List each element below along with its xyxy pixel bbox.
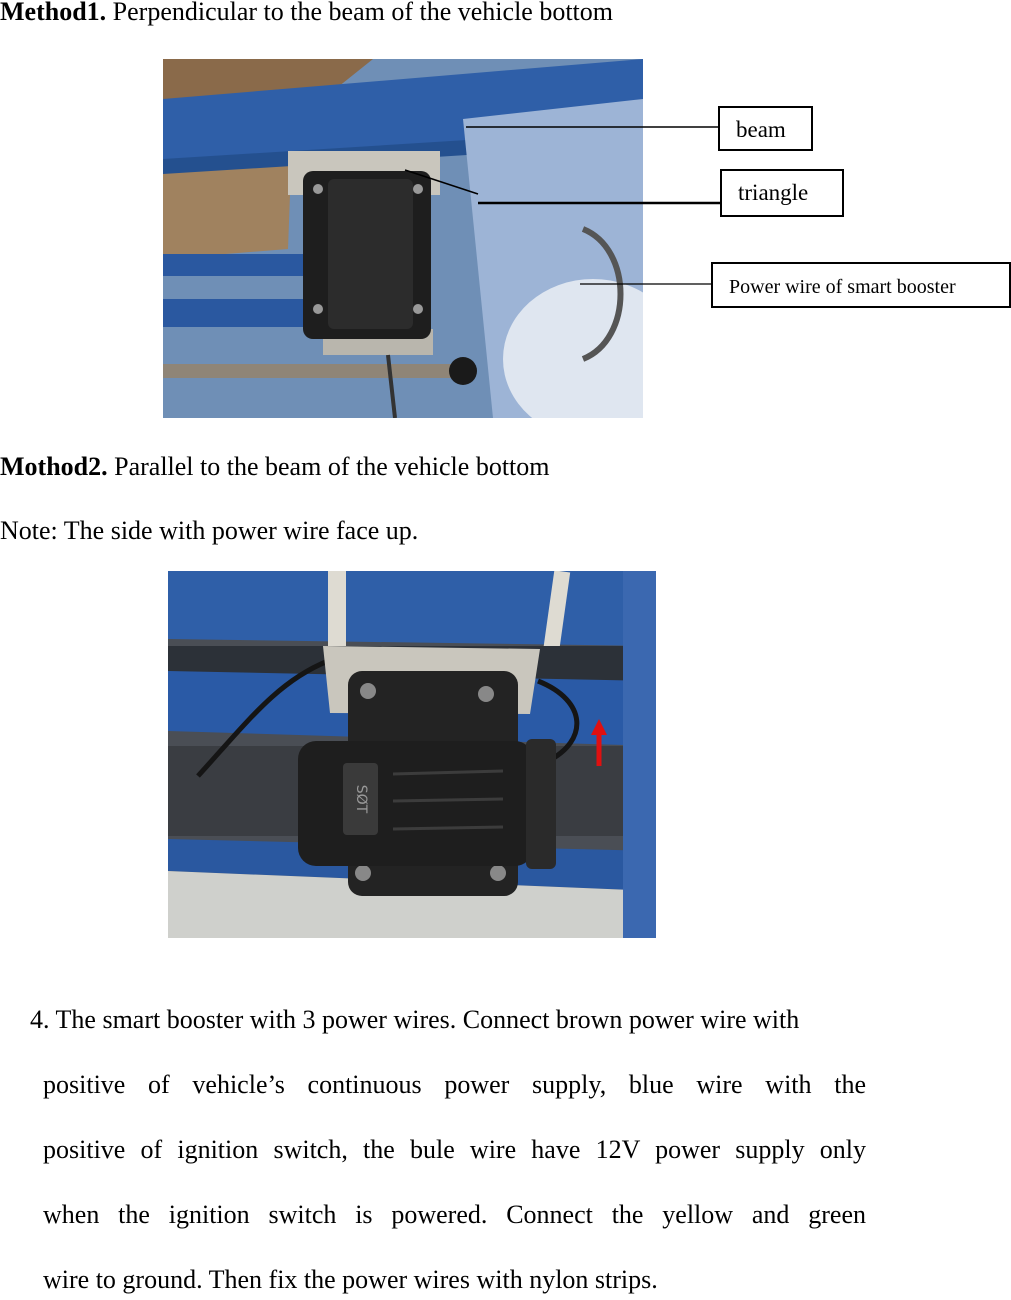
callout-triangle-label: triangle [738, 180, 809, 205]
callout-beam [718, 106, 813, 151]
method1-text: Perpendicular to the beam of the vehicle bottom [106, 0, 614, 26]
method2-text: Parallel to the beam of the vehicle bottom [107, 452, 550, 481]
photo-parallel-mount-illustration [168, 571, 656, 938]
method1-label: Method1. [0, 0, 107, 26]
method2-label: Mothod2. [0, 452, 108, 481]
step4-line-2: positive of vehicle’s continuous power supply, blue wire with the [43, 1070, 866, 1099]
step4-line-4: when the ignition switch is powered. Connect the yellow and green [43, 1200, 866, 1229]
step4-line-5: wire to ground. Then fix the power wires with nylon strips. [43, 1265, 658, 1294]
callout-power-wire [711, 262, 1011, 308]
photo-parallel-mount [168, 571, 656, 938]
callout-beam-label: beam [736, 117, 786, 142]
step4-line-1: 4. The smart booster with 3 power wires. Connect brown power wire with [30, 1005, 800, 1034]
method2-heading [0, 453, 550, 481]
orientation-note: Note: The side with power wire face up. [0, 516, 419, 545]
callout-power-wire-label: Power wire of smart booster [729, 276, 956, 298]
step4-line-3: positive of ignition switch, the bule wire have 12V power supply only [43, 1135, 866, 1164]
callout-triangle [720, 169, 844, 217]
device-marking: SØT [353, 784, 369, 814]
